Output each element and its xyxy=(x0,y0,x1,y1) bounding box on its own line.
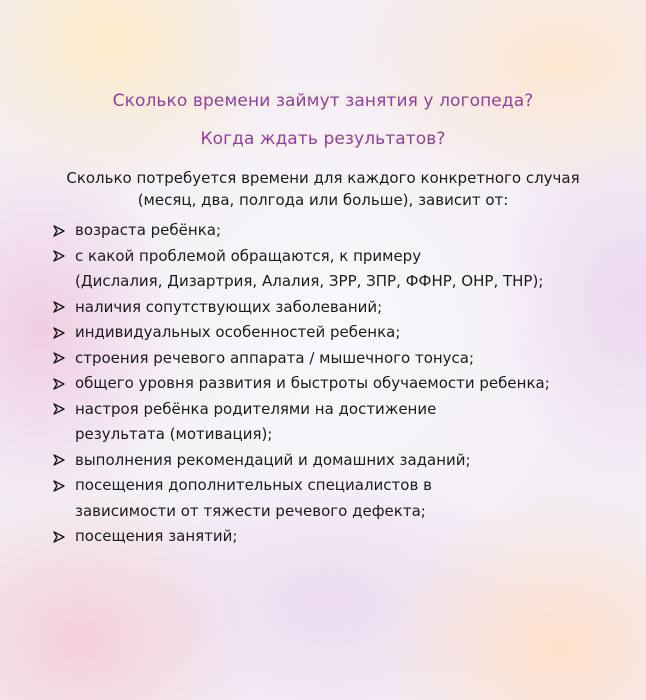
list-item-line: настроя ребёнка родителями на достижение xyxy=(75,399,437,418)
list-item-line: индивидуальных особенностей ребенка; xyxy=(75,323,401,341)
list-item-text xyxy=(75,524,237,550)
bullet xyxy=(53,320,75,346)
factor-list xyxy=(53,218,550,550)
list-item-line: наличия сопутствующих заболеваний; xyxy=(75,297,383,316)
list-item-line: посещения дополнительных специалистов в xyxy=(75,476,432,494)
list-item-line: посещения занятий; xyxy=(75,527,238,545)
bullet xyxy=(53,244,75,270)
list-item xyxy=(53,473,550,524)
list-item-text xyxy=(75,295,382,321)
list-item xyxy=(53,346,550,372)
list-item-text xyxy=(75,320,400,346)
list-item-text xyxy=(75,371,550,397)
list-item xyxy=(53,320,550,346)
intro-paragraph xyxy=(0,167,646,211)
list-item-line: строения речевого аппарата / мышечного тонуса; xyxy=(75,348,475,367)
arrowhead-bullet-icon xyxy=(53,378,65,390)
heading-line-1: Сколько времени займут занятия у логопеда? xyxy=(112,91,534,111)
arrowhead-bullet-icon xyxy=(53,480,65,492)
list-item xyxy=(53,295,550,321)
list-item-line: выполнения рекомендаций и домашних заданий; xyxy=(75,450,471,469)
list-item-text xyxy=(75,397,436,448)
bullet xyxy=(53,295,75,321)
list-item xyxy=(53,448,550,474)
list-item xyxy=(53,218,550,244)
arrowhead-bullet-icon xyxy=(53,250,65,262)
list-item-text xyxy=(75,473,432,524)
list-item xyxy=(53,371,550,397)
bullet xyxy=(53,346,75,372)
list-item-line: (Дислалия, Дизартрия, Алалия, ЗРР, ЗПР, ФФНР, ОНР, ТНР); xyxy=(75,272,544,290)
arrowhead-bullet-icon xyxy=(53,531,65,543)
heading-line-2: Когда ждать результатов? xyxy=(200,129,446,149)
list-item-text xyxy=(75,448,471,474)
list-item xyxy=(53,524,550,550)
bullet xyxy=(53,448,75,474)
list-item-text xyxy=(75,244,543,295)
list-item-line: зависимости от тяжести речевого дефекта; xyxy=(75,501,426,520)
list-item xyxy=(53,397,550,448)
arrowhead-bullet-icon xyxy=(53,403,65,415)
intro-line-2: (месяц, два, полгода или больше), зависит от: xyxy=(137,191,509,209)
arrowhead-bullet-icon xyxy=(53,327,65,339)
list-item-line: с какой проблемой обращаются, к примеру xyxy=(75,246,422,265)
list-item-text xyxy=(75,218,221,244)
list-item xyxy=(53,244,550,295)
list-item-text xyxy=(75,346,474,372)
arrowhead-bullet-icon xyxy=(53,301,65,313)
list-item-line: результата (мотивация); xyxy=(75,425,273,443)
bullet xyxy=(53,473,75,499)
arrowhead-bullet-icon xyxy=(53,352,65,364)
bullet xyxy=(53,524,75,550)
bullet xyxy=(53,371,75,397)
list-item-line: общего уровня развития и быстроты обучаемости ребенка; xyxy=(75,374,550,392)
arrowhead-bullet-icon xyxy=(53,454,65,466)
arrowhead-bullet-icon xyxy=(53,225,65,237)
bullet xyxy=(53,397,75,423)
list-item-line: возраста ребёнка; xyxy=(75,221,221,239)
intro-line-1: Сколько потребуется времени для каждого конкретного случая xyxy=(66,169,580,187)
bullet xyxy=(53,218,75,244)
